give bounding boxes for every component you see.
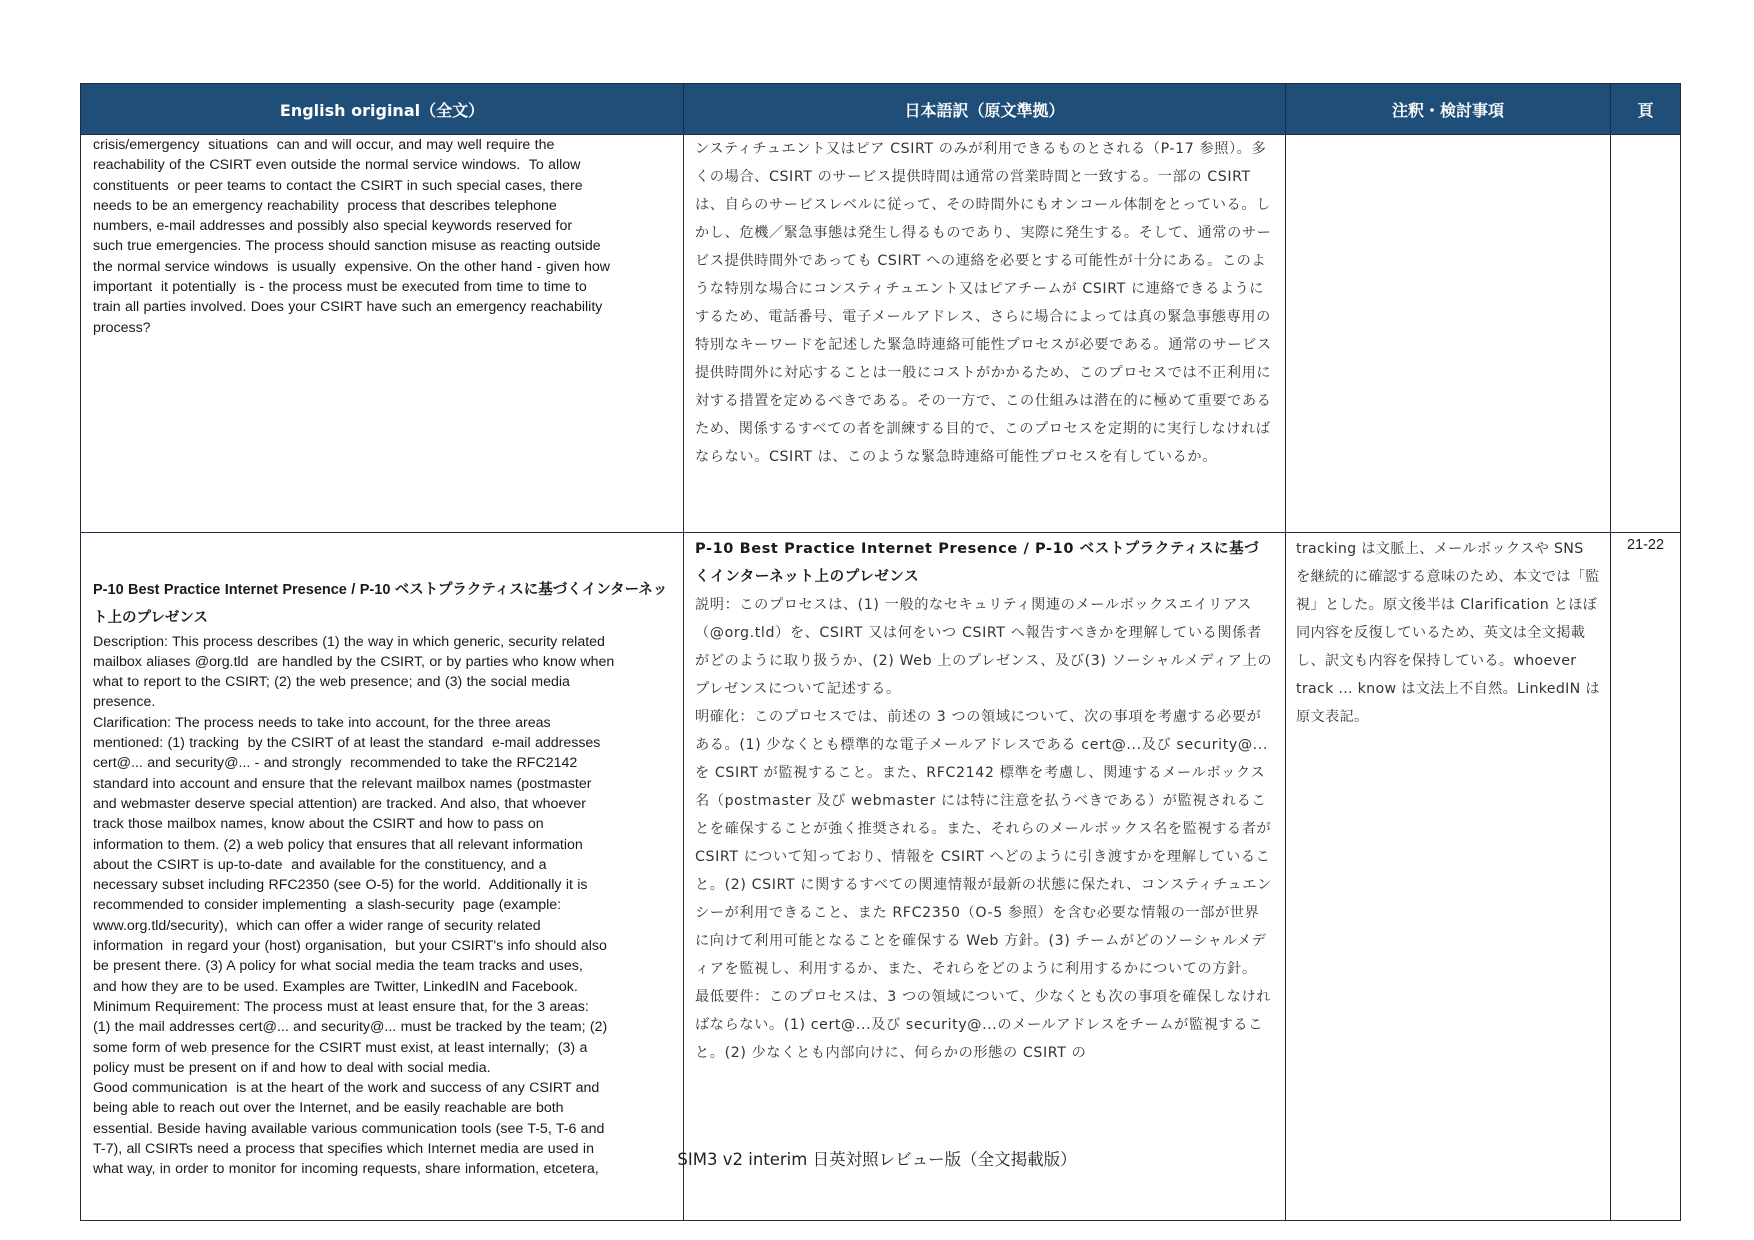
page-cell <box>1611 135 1681 533</box>
japanese-cell: ンスティチュエント又はピア CSIRT のみが利用できるものとされる（P-17 参照）。多くの場合、CSIRT のサービス提供時間は通常の営業時間と一致する。一部の CSIRT は、自らのサービスレベルに従って、その時間外にもオンコール体制をとっている。しかし、危機／緊急事態は発生し得るものであり、実際に発生する。そして、通常のサービス提供時間外であっても CSIRT への連絡を必要とする可能性が十分にある。このような特別な場合にコンスティチュエント又はピアチームが CSIRT に連絡できるようにするため、電話番号、電子メールアドレス、さらに場合によっては真の緊急事態専用の特別なキーワードを記述した緊急時連絡可能性プロセスが必要である。通常のサービス提供時間外に対応することは一般にコストがかかるため、このプロセスでは不正利用に対する措置を定めるべきである。その一方で、この仕組みは潜在的に極めて重要であるため、関係するすべての者を訓練する目的で、このプロセスを定期的に実行しなければならない。CSIRT は、このような緊急時連絡可能性プロセスを有しているか。 <box>684 135 1286 533</box>
notes-cell <box>1286 135 1611 533</box>
english-body: Description: This process describes (1) the way in which generic, security related mailbox aliases @org.tld are handled by the CSIRT, or by parties who know when what to report to the CSIRT; (2) the web presence; and (3) the social media presence. Clarification: The process needs to take into account, for the three areas mentioned: (1) tracking by the CSIRT of at least the standard e-mail addresses cert@... and security@... - and strongly recommended to take the RFC2142 standard into account and ensure that the relevant mailbox names (postmaster and webmaster deserve special attention) are tracked. And also, that whoever track those mailbox names, know about the CSIRT and how to pass on information to them. (2) a web policy that ensures that all relevant information about the CSIRT is up-to-date and available for the constituency, and a necessary subset including RFC2350 (see O-5) for the world. Additionally it is recommended to consider implementing a slash-security page (example: www.org.tld/security), which can offer a wider range of security related information in regard your (host) organisation, but your CSIRT's info should also be present there. (3) A policy for what social media the team tracks and uses, and how they are to be used. Examples are Twitter, LinkedIN and Facebook. Minimum Requirement: The process must at least ensure that, for the 3 areas: (1) the mail addresses cert@... and security@... must be tracked by the team; (2) some form of web presence for the CSIRT must exist, at least internally; (3) a policy must be present on if and how to deal with social media. Good communication is at the heart of the work and success of any CSIRT and being able to reach out over the Internet, and be easily reachable are both essential. Beside having available various communication tools (see T-5, T-6 and T-7), all CSIRTs need a process that specifies which Internet media are used in what way, in order to monitor for incoming requests, share information, etcetera, <box>93 633 615 1178</box>
notes-cell: tracking は文脈上、メールボックスや SNS を継続的に確認する意味のため、本文では「監視」とした。原文後半は Clarification とほぼ同内容を反復しているため、英文は全文掲載し、訳文も内容を保持している。whoever track ... know は文法上不自然。LinkedIN は原文表記。 <box>1286 533 1611 1221</box>
header-english: English original（全文） <box>81 84 684 135</box>
header-notes: 注釈・検討事項 <box>1286 84 1611 135</box>
japanese-section-title: P-10 Best Practice Internet Presence / P-10 ベストプラクティスに基づくインターネット上のプレゼンス <box>695 541 1260 585</box>
japanese-clarification: 明確化：このプロセスでは、前述の 3 つの領域について、次の事項を考慮する必要がある。(1) 少なくとも標準的な電子メールアドレスである cert@...及び security@...を CSIRT が監視すること。また、RFC2142 標準を考慮し、関連するメールボックス名（postmaster 及び webmaster には特に注意を払うべきである）が監視されることを確保することが強く推奨される。また、それらのメールボックス名を監視する者が CSIRT について知っており、情報を CSIRT へどのように引き渡すかを理解していること。(2) CSIRT に関するすべての関連情報が最新の状態に保たれ、コンスティチュエンシーが利用できること、また RFC2350（O-5 参照）を含む必要な情報の一部が世界に向けて利用可能となることを確保する Web 方針。(3) チームがどのソーシャルメディアを監視し、利用するか、また、それらをどのように利用するかについての方針。 <box>695 709 1272 977</box>
table-row <box>81 533 1681 1221</box>
japanese-minimum-requirement: 最低要件：このプロセスは、3 つの領域について、少なくとも次の事項を確保しなければならない。(1) cert@...及び security@...のメールアドレスをチームが監視すること。(2) 少なくとも内部向けに、何らかの形態の CSIRT の <box>695 989 1272 1061</box>
japanese-cell <box>684 533 1286 1221</box>
japanese-description: 説明：このプロセスは、(1) 一般的なセキュリティ関連のメールボックスエイリアス（@org.tld）を、CSIRT 又は何をいつ CSIRT へ報告すべきかを理解している関係者がどのように取り扱うか、(2) Web 上のプレゼンス、及び(3) ソーシャルメディア上のプレゼンスについて記述する。 <box>695 597 1273 697</box>
header-page: 頁 <box>1611 84 1681 135</box>
page-cell: 21-22 <box>1611 533 1681 1221</box>
english-cell: crisis/emergency situations can and will occur, and may well require the reachability of the CSIRT even outside the normal service windows. To allow constituents or peer teams to contact the CSIRT in such special cases, there needs to be an emergency reachability process that describes telephone numbers, e-mail addresses and possibly also special keywords reserved for such true emergencies. The process should sanction misuse as reacting outside the normal service windows is usually expensive. On the other hand - given how important it potentially is - the process must be executed from time to time to train all parties involved. Does your CSIRT have such an emergency reachability process? <box>81 135 684 533</box>
english-section-title: P-10 Best Practice Internet Presence / P-10 ベストプラクティスに基づくインターネット上のプレゼンス <box>93 581 668 626</box>
table-header-row <box>81 84 1681 135</box>
english-cell <box>81 533 684 1221</box>
header-japanese: 日本語訳（原文準拠） <box>684 84 1286 135</box>
table-row <box>81 135 1681 533</box>
page-footer: SIM3 v2 interim 日英対照レビュー版（全文掲載版） <box>677 1150 1077 1169</box>
comparison-table <box>80 83 1681 1221</box>
